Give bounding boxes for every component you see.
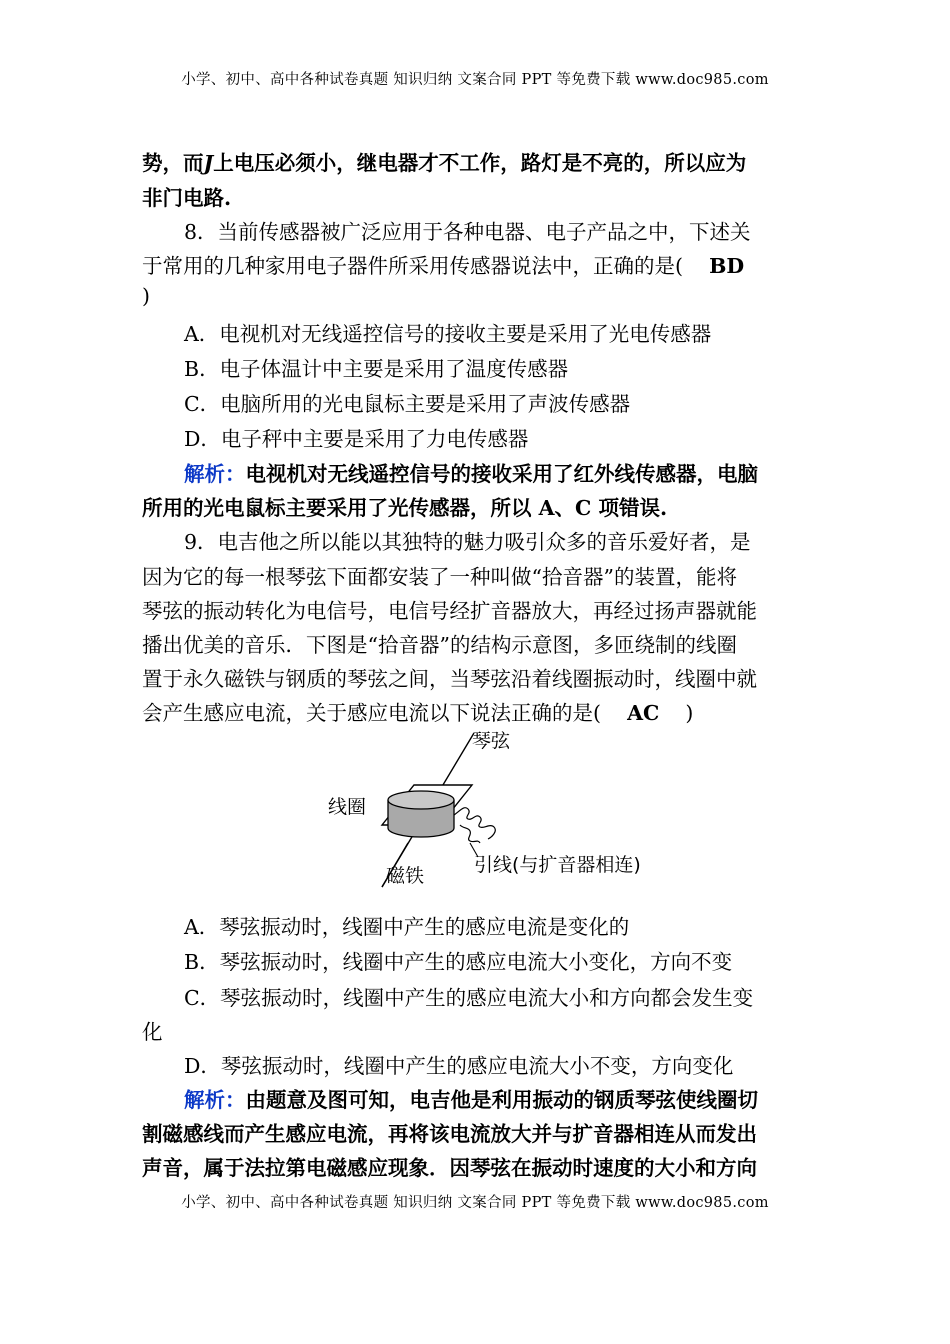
option-8a: A．电视机对无线遥控信号的接收主要是采用了光电传感器: [184, 322, 712, 346]
string-label: 琴弦: [472, 730, 511, 752]
lead-wire: [454, 808, 495, 839]
text-line: 因为它的每一根琴弦下面都安装了一种叫做“拾音器”的装置，能将: [142, 565, 737, 589]
lead-label: 引线(与扩音器相连): [474, 854, 641, 876]
option-9b: B．琴弦振动时，线圈中产生的感应电流大小变化，方向不变: [184, 950, 733, 974]
option-9c: C．琴弦振动时，线圈中产生的感应电流大小和方向都会发生变: [184, 986, 754, 1010]
text-line: 声音，属于法拉第电磁感应现象．因琴弦在振动时速度的大小和方向: [142, 1156, 757, 1180]
option-8d: D．电子秤中主要是采用了力电传感器: [184, 427, 529, 451]
text-line: 播出优美的音乐．下图是“拾音器”的结构示意图，多匝绕制的线圈: [142, 633, 737, 657]
analysis-9: 解析：由题意及图可知，电吉他是利用振动的钢质琴弦使线圈切: [184, 1088, 758, 1112]
answer-8: BD: [709, 254, 745, 278]
question-9-stem: 9．电吉他之所以能以其独特的魅力吸引众多的音乐爱好者，是: [184, 530, 751, 554]
coil-label: 线圈: [328, 796, 367, 818]
option-9d: D．琴弦振动时，线圈中产生的感应电流大小不变，方向变化: [184, 1054, 734, 1078]
text-line: 化: [142, 1020, 163, 1044]
page-header: 小学、初中、高中各种试卷真题 知识归纳 文案合同 PPT 等免费下载 www.doc985.com: [181, 72, 769, 88]
answer-9: AC: [627, 701, 660, 725]
coil-cylinder: [388, 791, 454, 837]
analysis-8: 解析：电视机对无线遥控信号的接收采用了红外线传感器，电脑: [184, 462, 758, 486]
page-footer: 小学、初中、高中各种试卷真题 知识归纳 文案合同 PPT 等免费下载 www.doc985.com: [181, 1195, 769, 1211]
question-8-stem: 8．当前传感器被广泛应用于各种电器、电子产品之中，下述关: [184, 220, 751, 244]
text-line: 所用的光电鼠标主要采用了光传感器，所以 A、C 项错误.: [142, 496, 668, 520]
analysis-label: 解析：: [184, 1088, 246, 1112]
option-8c: C．电脑所用的光电鼠标主要是采用了声波传感器: [184, 392, 631, 416]
text-line: 琴弦的振动转化为电信号，电信号经扩音器放大，再经过扬声器就能: [142, 599, 757, 623]
text-line: 置于永久磁铁与钢质的琴弦之间，当琴弦沿着线圈振动时，线圈中就: [142, 667, 757, 691]
text-line: ): [142, 284, 150, 308]
magnet-label: 磁铁: [386, 865, 425, 887]
pickup-diagram: [310, 725, 730, 895]
analysis-label: 解析：: [184, 462, 246, 486]
text-line: 非门电路.: [142, 186, 232, 210]
text-line: 势，而J上电压必须小，继电器才不工作，路灯是不亮的，所以应为: [142, 151, 747, 175]
option-9a: A．琴弦振动时，线圈中产生的感应电流是变化的: [184, 915, 630, 939]
text-line: 割磁感线而产生感应电流，再将该电流放大并与扩音器相连从而发出: [142, 1122, 757, 1146]
text-line: 会产生感应电流，关于感应电流以下说法正确的是( AC ): [142, 701, 694, 725]
text-line: 于常用的几种家用电子器件所采用传感器说法中，正确的是( BD: [142, 254, 745, 278]
option-8b: B．电子体温计中主要是采用了温度传感器: [184, 357, 569, 381]
